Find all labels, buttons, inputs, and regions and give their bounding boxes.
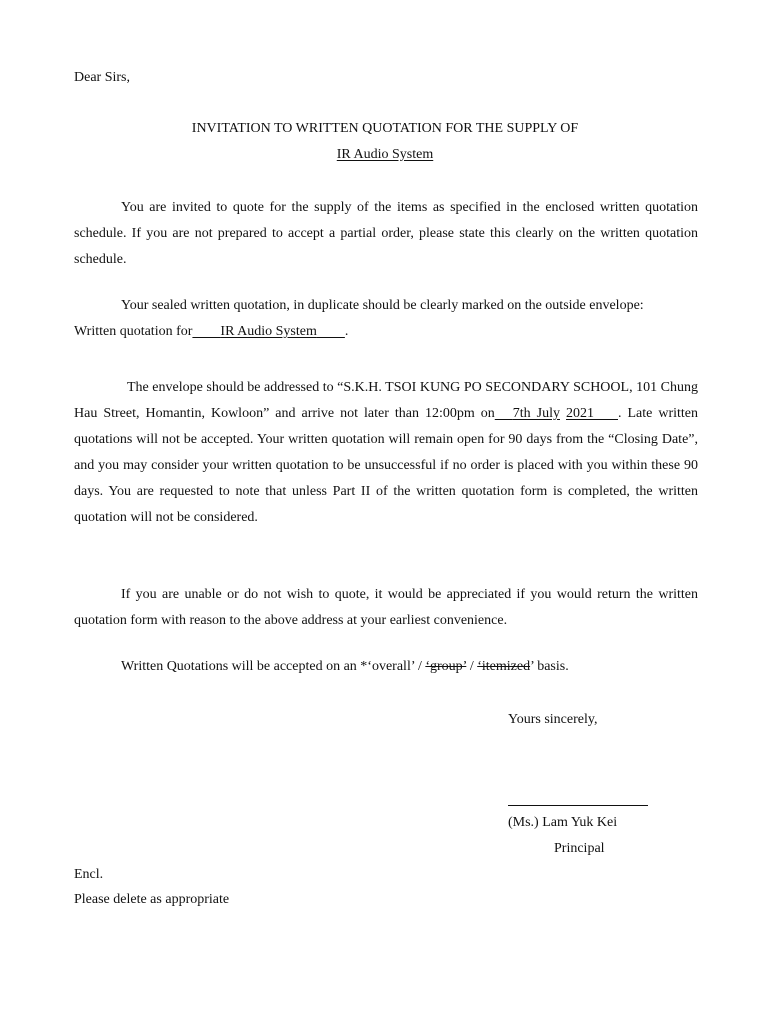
sealed-suffix: . [344, 324, 349, 339]
footnote: Please delete as appropriate [74, 892, 230, 907]
heading-line-2: IR Audio System [336, 147, 434, 162]
basis-group-struck: ‘group’ [425, 659, 467, 674]
heading-line-1: INVITATION TO WRITTEN QUOTATION FOR THE SUPPLY OF [191, 121, 579, 136]
paragraph-sealed-line2 [74, 324, 348, 340]
closing-phrase: Yours sincerely, [508, 712, 598, 727]
salutation: Dear Sirs, [74, 70, 130, 85]
basis-suffix: ’ basis. [530, 659, 569, 674]
paragraph-sealed-line1: Your sealed written quotation, in duplicate should be clearly marked on the outside envelope: [121, 298, 644, 313]
closing-date-part1: 7th July [512, 406, 560, 421]
enclosure-note: Encl. [74, 867, 104, 882]
sealed-prefix: Written quotation for [74, 324, 193, 339]
signatory-name: (Ms.) Lam Yuk Kei [508, 815, 618, 830]
basis-itemized-struck: ‘itemized [477, 659, 531, 674]
sealed-blank [192, 324, 344, 339]
paragraph-envelope [74, 375, 698, 531]
signature-line [508, 805, 648, 806]
paragraph-unable-to-quote: If you are unable or do not wish to quote, it would be appreciated if you would return the written quotation form with reason to the above address at your earliest convenience. [74, 587, 698, 628]
signatory-title: Principal [554, 841, 605, 856]
paragraph-invitation: You are invited to quote for the supply of the items as specified in the enclosed written quotation schedule. If you are not prepared to accept a partial order, please state this clearly on the written quotation schedule. [74, 200, 698, 267]
closing-date-part2: 2021 [566, 406, 594, 421]
paragraph-basis [121, 659, 569, 675]
envelope-text-before-date: The envelope should be addressed to “S.K.H. TSOI KUNG PO SECONDARY SCHOOL, 101 Chung Hau Street, Homantin, Kowloon” and arrive not later than 12:00pm on [74, 380, 698, 421]
basis-prefix: Written Quotations will be accepted on an *‘overall’ / [121, 659, 426, 674]
envelope-text-after-date: . Late written quotations will not be accepted. Your written quotation will remain open for 90 days from the “Closing Date”, and you may consider your written quotation to be unsuccessful if no order is placed with you within these 90 days. You are requested to note that unless Part II of the written quotation form is completed, the written quotation will not be considered. [74, 406, 699, 525]
sealed-item: IR Audio System [220, 324, 317, 339]
basis-separator: / [466, 659, 478, 674]
